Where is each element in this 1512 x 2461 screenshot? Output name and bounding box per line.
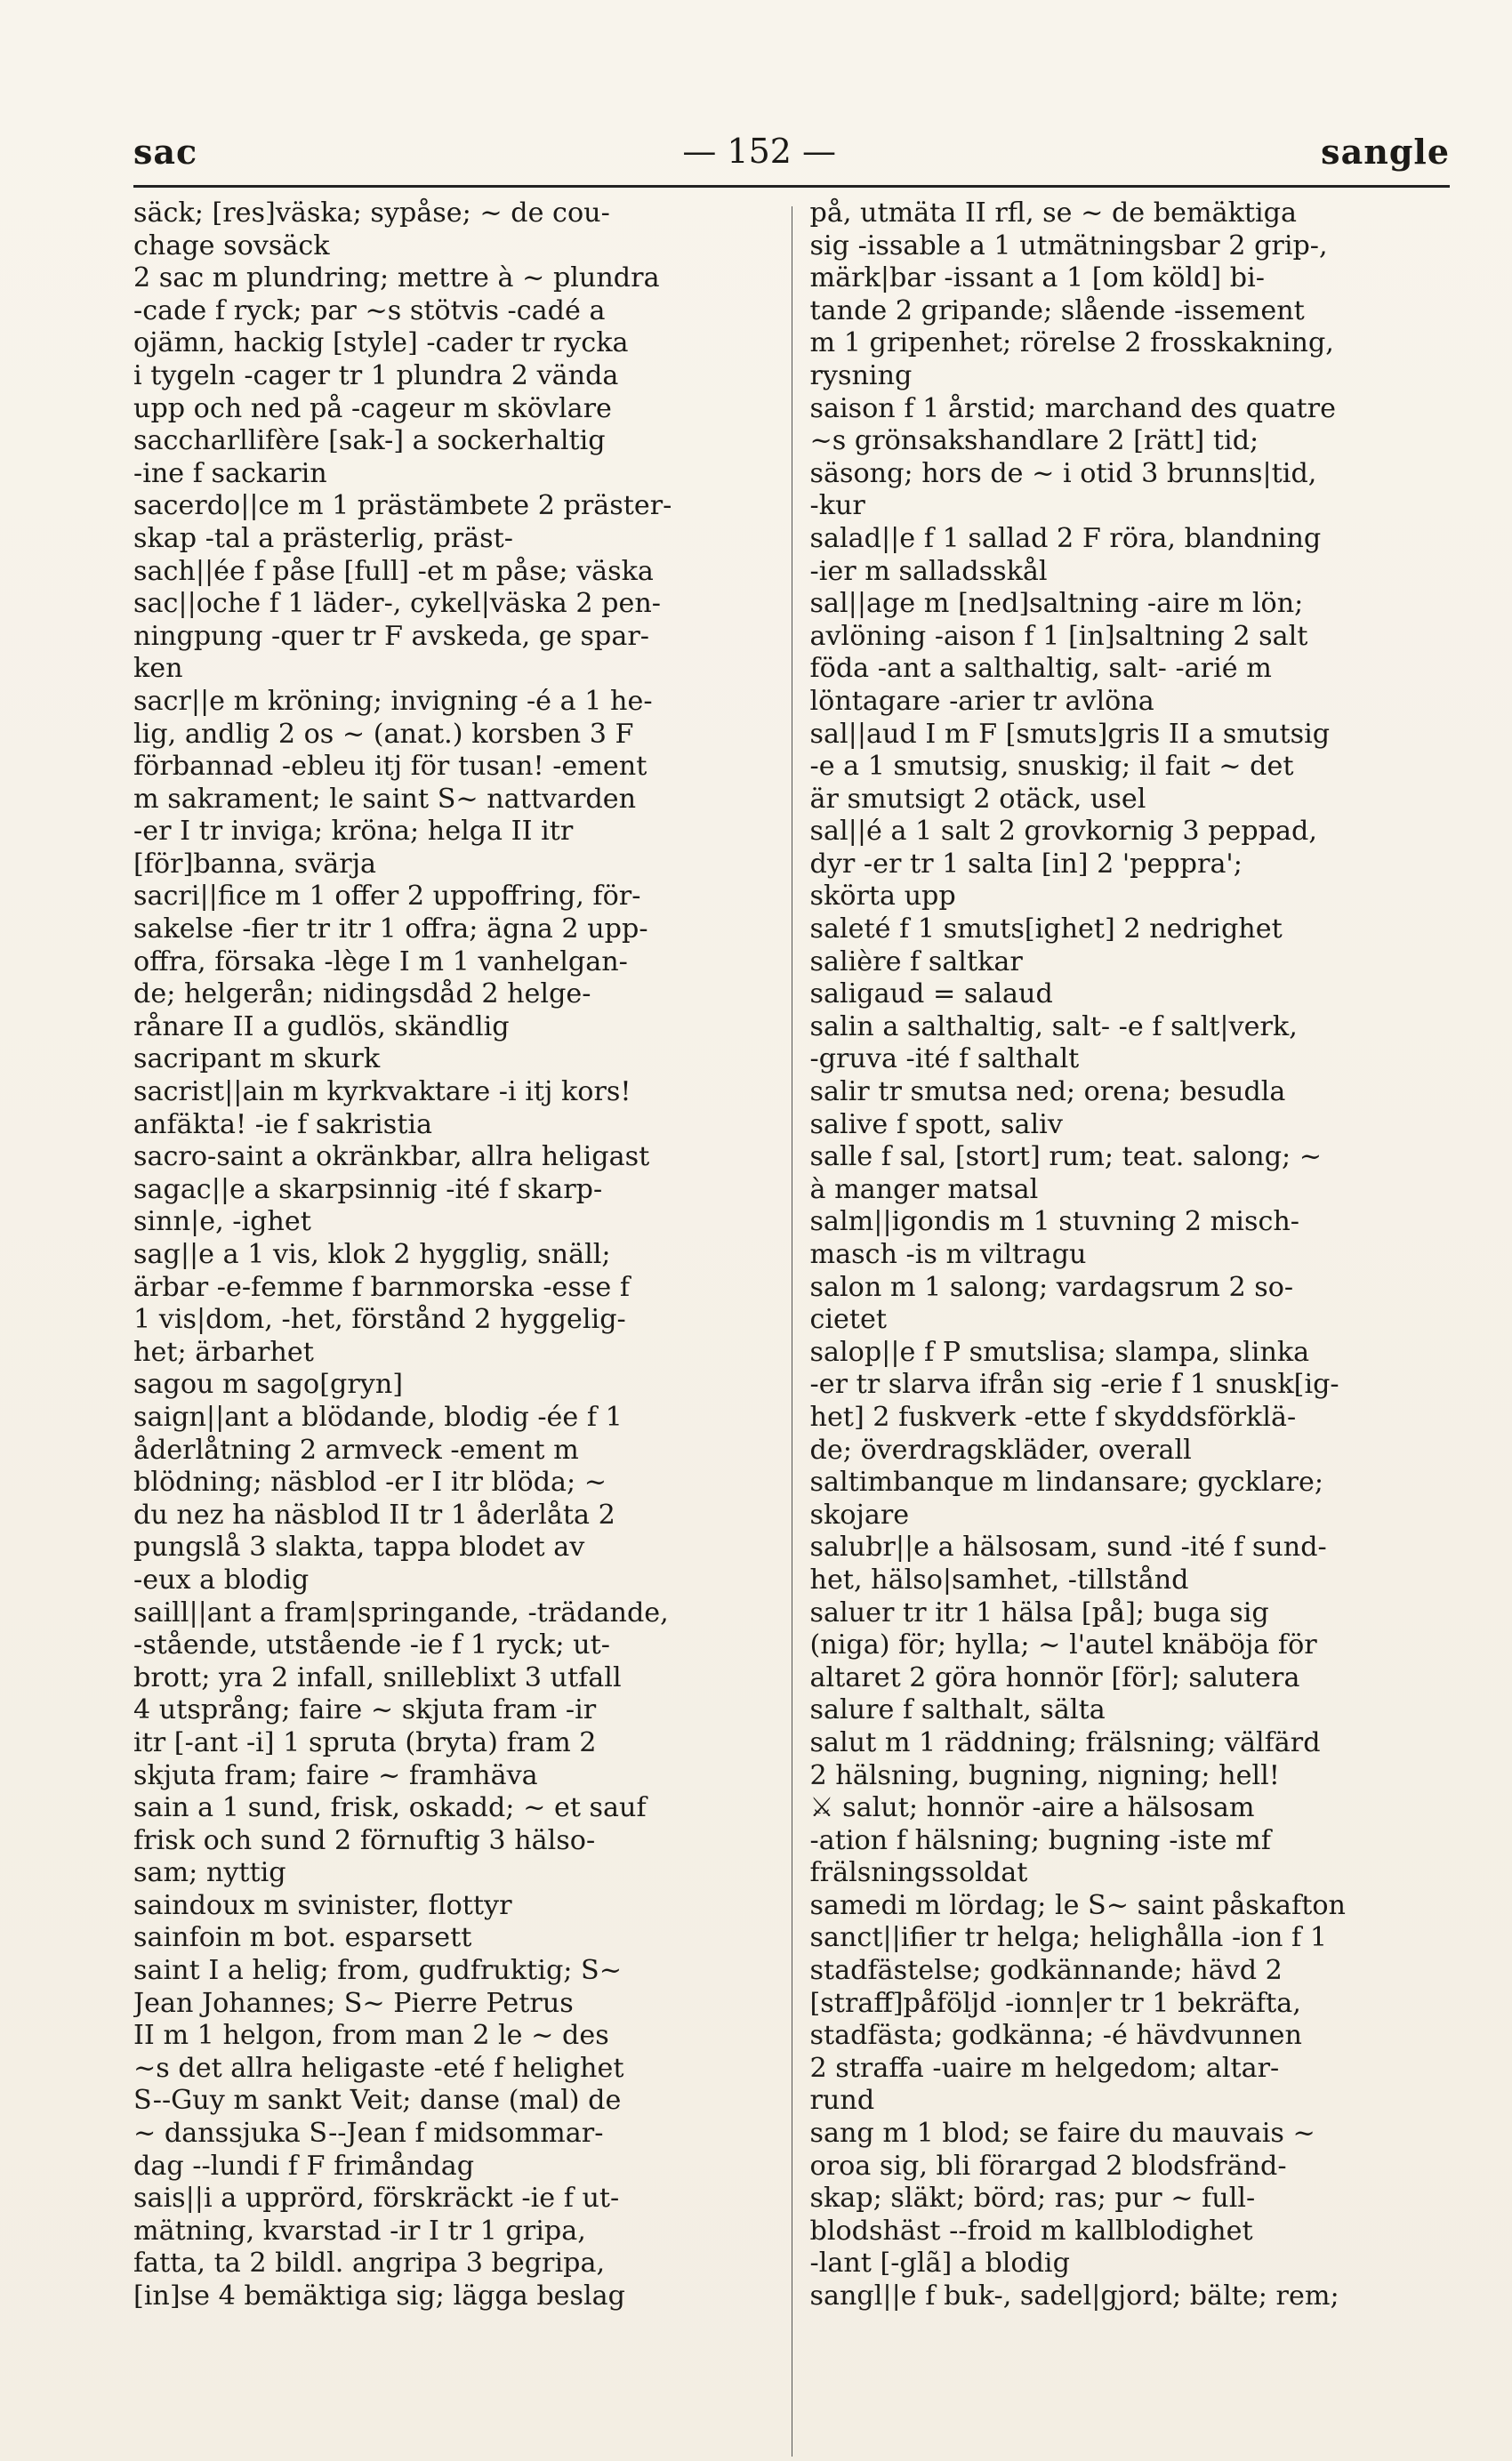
entry-line: sac||oche f 1 läder-, cykel|väska 2 pen- xyxy=(133,588,661,620)
entry-line: förbannad -ebleu itj för tusan! -ement xyxy=(133,751,647,783)
entry-line: upp och ned på -cageur m skövlare xyxy=(133,392,612,424)
entry-line: sacr||e m kröning; invigning -é a 1 he- xyxy=(133,685,653,717)
entry-line: -er tr slarva ifrån sig -erie f 1 snusk[ig- xyxy=(809,1369,1339,1401)
entry-line: sacri||fice m 1 offer 2 uppoffring, för- xyxy=(133,881,641,913)
entry-line: ken xyxy=(133,653,183,685)
entry-line: -ine f sackarin xyxy=(133,457,327,489)
entry-line: offra, försaka -lège I m 1 vanhelgan- xyxy=(133,945,628,977)
entry-line: saltimbanque m lindansare; gycklare; xyxy=(809,1467,1324,1499)
entry-line: saleté f 1 smuts[ighet] 2 nedrighet xyxy=(809,913,1283,945)
entry-line: salière f saltkar xyxy=(809,945,1023,977)
entry-line: salle f sal, [stort] rum; teat. salong; ~ xyxy=(809,1141,1323,1173)
entry-line: sagac||e a skarpsinnig -ité f skarp- xyxy=(133,1173,603,1205)
entry-line: m 1 gripenhet; rörelse 2 frosskakning, xyxy=(809,327,1334,359)
entry-line: sinn|e, -ighet xyxy=(133,1206,311,1238)
entry-line: salon m 1 salong; vardagsrum 2 so- xyxy=(809,1271,1294,1303)
entry-line: 1 vis|dom, -het, förstånd 2 hyggelig- xyxy=(133,1304,626,1336)
entry-line: chage sovsäck xyxy=(133,229,330,261)
entry-line: oroa sig, bli förargad 2 blodsfränd- xyxy=(809,2150,1287,2182)
entry-line: salure f salthalt, sälta xyxy=(809,1694,1106,1726)
entry-line: -gruva -ité f salthalt xyxy=(809,1043,1080,1075)
entry-line: fatta, ta 2 bildl. angripa 3 begripa, xyxy=(133,2248,606,2280)
entry-line: ärbar -e-femme f barnmorska -esse f xyxy=(133,1271,631,1303)
entry-line: sag||e a 1 vis, klok 2 hygglig, snäll; xyxy=(133,1239,611,1270)
entry-line: lig, andlig 2 os ~ (anat.) korsben 3 F xyxy=(133,718,634,750)
entry-line: 2 sac m plundring; mettre à ~ plundra xyxy=(133,262,660,294)
entry-line: saindoux m svinister, flottyr xyxy=(133,1889,512,1921)
entry-line: föda -ant a salthaltig, salt- -arié m xyxy=(809,653,1272,685)
entry-line: S--Guy m sankt Veit; danse (mal) de xyxy=(133,2085,622,2117)
entry-line: sal||aud I m F [smuts]gris II a smutsig xyxy=(809,718,1331,750)
entry-line: sainfoin m bot. esparsett xyxy=(133,1922,472,1954)
entry-line: blödning; näsblod -er I itr blöda; ~ xyxy=(133,1467,607,1499)
entry-line: sakelse -fier tr itr 1 offra; ägna 2 upp- xyxy=(133,913,648,945)
entry-line: salad||e f 1 sallad 2 F röra, blandning xyxy=(809,522,1322,554)
entry-line: -ier m salladsskål xyxy=(809,555,1048,587)
entry-line: sal||age m [ned]saltning -aire m lön; xyxy=(809,588,1304,620)
entry-line: sal||é a 1 salt 2 grovkornig 3 peppad, xyxy=(809,816,1317,848)
entry-line: salut m 1 räddning; frälsning; välfärd xyxy=(809,1726,1321,1758)
header-left-guideword: sac xyxy=(133,131,198,172)
entry-line: frisk och sund 2 förnuftig 3 hälso- xyxy=(133,1824,596,1856)
entry-line: tande 2 gripande; slående -issement xyxy=(809,294,1305,326)
entry-line: brott; yra 2 infall, snilleblixt 3 utfall xyxy=(133,1661,622,1693)
entry-line: à manger matsal xyxy=(809,1173,1039,1205)
entry-line: löntagare -arier tr avlöna xyxy=(809,685,1154,717)
entry-line: de; helgerån; nidingsdåd 2 helge- xyxy=(133,978,591,1010)
entry-line: het, hälso|samhet, -tillstånd xyxy=(809,1564,1189,1596)
header-right-guideword: sangle xyxy=(1321,131,1450,172)
entry-line: blodshäst --froid m kallblodighet xyxy=(809,2215,1253,2247)
entry-line: saccharllifère [sak-] a sockerhaltig xyxy=(133,425,606,457)
entry-line: de; överdragskläder, overall xyxy=(809,1434,1192,1466)
entry-line: sam; nyttig xyxy=(133,1857,286,1889)
entry-line: skap -tal a prästerlig, präst- xyxy=(133,522,513,554)
right-column xyxy=(801,197,1451,2457)
entry-line: -e a 1 smutsig, snuskig; il fait ~ det xyxy=(809,751,1294,783)
entry-line: sacrist||ain m kyrkvaktare -i itj kors! xyxy=(133,1076,631,1108)
entry-line: sangl||e f buk-, sadel|gjord; bälte; rem; xyxy=(809,2280,1339,2312)
entry-line: -kur xyxy=(809,490,865,522)
entry-line: stadfästelse; godkännande; hävd 2 xyxy=(809,1955,1283,1987)
entry-line: sacripant m skurk xyxy=(133,1043,381,1075)
entry-line: altaret 2 göra honnör [för]; salutera xyxy=(809,1661,1300,1693)
entry-line: 2 straffa -uaire m helgedom; altar- xyxy=(809,2052,1280,2084)
entry-line: -ation f hälsning; bugning -iste mf xyxy=(809,1824,1271,1856)
entry-line: cietet xyxy=(809,1304,888,1336)
entry-line: II m 1 helgon, from man 2 le ~ des xyxy=(133,2020,609,2052)
entry-line: sacro-saint a okränkbar, allra heligast xyxy=(133,1141,650,1173)
entry-line: märk|bar -issant a 1 [om köld] bi- xyxy=(809,262,1265,294)
entry-line: -stående, utstående -ie f 1 ryck; ut- xyxy=(133,1629,610,1661)
entry-line: frälsningssoldat xyxy=(809,1857,1028,1889)
entry-line: ~ danssjuka S--Jean f midsommar- xyxy=(133,2118,604,2150)
entry-line: stadfästa; godkänna; -é hävdvunnen xyxy=(809,2020,1302,2052)
entry-line: [straff]påföljd -ionn|er tr 1 bekräfta, xyxy=(809,1987,1301,2019)
entry-line: rånare II a gudlös, skändlig xyxy=(133,1010,510,1042)
entry-line: avlöning -aison f 1 [in]saltning 2 salt xyxy=(809,620,1308,652)
entry-line: -lant [-glã] a blodig xyxy=(809,2248,1070,2280)
left-column xyxy=(133,197,783,2457)
entry-line: skojare xyxy=(809,1499,910,1531)
entry-line: ⚔ salut; honnör -aire a hälsosam xyxy=(809,1792,1255,1824)
entry-line: sanct||ifier tr helga; helighålla -ion f 1 xyxy=(809,1922,1328,1954)
entry-line: åderlåtning 2 armveck -ement m xyxy=(133,1434,579,1466)
entry-line: Jean Johannes; S~ Pierre Petrus xyxy=(133,1987,574,2019)
entry-line: rysning xyxy=(809,359,913,391)
header-rule xyxy=(133,185,1450,188)
entry-line: säsong; hors de ~ i otid 3 brunns|tid, xyxy=(809,457,1317,489)
entry-line: masch -is m viltragu xyxy=(809,1239,1087,1270)
entry-line: ningpung -quer tr F avskeda, ge spar- xyxy=(133,620,649,652)
entry-line: salive f spott, saliv xyxy=(809,1108,1063,1140)
entry-line: het; ärbarhet xyxy=(133,1336,314,1368)
entry-line: anfäkta! -ie f sakristia xyxy=(133,1108,432,1140)
entry-line: sain a 1 sund, frisk, oskadd; ~ et sauf xyxy=(133,1792,647,1824)
entry-line: saill||ant a fram|springande, -trädande, xyxy=(133,1596,669,1629)
entry-line: salop||e f P smutslisa; slampa, slinka xyxy=(809,1336,1310,1368)
entry-line: sang m 1 blod; se faire du mauvais ~ xyxy=(809,2118,1315,2150)
entry-line: sach||ée f påse [full] -et m påse; väska xyxy=(133,555,654,587)
entry-line: rund xyxy=(809,2085,875,2117)
entry-line: [in]se 4 bemäktiga sig; lägga beslag xyxy=(133,2280,626,2312)
entry-line: skap; släkt; börd; ras; pur ~ full- xyxy=(809,2183,1256,2215)
entry-line: saint I a helig; from, gudfruktig; S~ xyxy=(133,1955,623,1987)
entry-line: dag --lundi f F frimåndag xyxy=(133,2150,475,2182)
entry-line: saligaud = salaud xyxy=(809,978,1053,1010)
entry-line: skörta upp xyxy=(809,881,956,913)
entry-line: itr [-ant -i] 1 spruta (bryta) fram 2 xyxy=(133,1726,597,1758)
entry-line: dyr -er tr 1 salta [in] 2 'peppra'; xyxy=(809,848,1243,880)
entry-line: på, utmäta II rfl, se ~ de bemäktiga xyxy=(809,197,1297,229)
entry-line: mätning, kvarstad -ir I tr 1 gripa, xyxy=(133,2215,586,2247)
entry-line: 4 utsprång; faire ~ skjuta fram -ir xyxy=(133,1694,597,1726)
entry-line: -cade f ryck; par ~s stötvis -cadé a xyxy=(133,294,606,326)
entry-line: salir tr smutsa ned; orena; besudla xyxy=(809,1076,1286,1108)
page-header xyxy=(133,125,1450,178)
entry-line: saluer tr itr 1 hälsa [på]; buga sig xyxy=(809,1596,1269,1629)
entry-line: m sakrament; le saint S~ nattvarden xyxy=(133,783,637,815)
entry-line: het] 2 fuskverk -ette f skyddsförklä- xyxy=(809,1401,1297,1433)
columns xyxy=(133,197,1450,2457)
entry-line: samedi m lördag; le S~ saint påskafton xyxy=(809,1889,1346,1921)
entry-line: [för]banna, svärja xyxy=(133,848,377,880)
entry-line: ~s det allra heligaste -eté f helighet xyxy=(133,2052,624,2084)
entry-line: salubr||e a hälsosam, sund -ité f sund- xyxy=(809,1532,1327,1564)
entry-line: i tygeln -cager tr 1 plundra 2 vända xyxy=(133,359,619,391)
page-number: — 152 — xyxy=(682,132,837,171)
entry-line: sais||i a upprörd, förskräckt -ie f ut- xyxy=(133,2183,620,2215)
entry-line: salin a salthaltig, salt- -e f salt|verk, xyxy=(809,1010,1298,1042)
entry-line: du nez ha näsblod II tr 1 åderlåta 2 xyxy=(133,1499,615,1531)
entry-line: är smutsigt 2 otäck, usel xyxy=(809,783,1146,815)
entry-line: ojämn, hackig [style] -cader tr rycka xyxy=(133,327,629,359)
entry-line: (niga) för; hylla; ~ l'autel knäböja för xyxy=(809,1629,1317,1661)
entry-line: saison f 1 årstid; marchand des quatre xyxy=(809,392,1336,424)
entry-line: sagou m sago[gryn] xyxy=(133,1369,404,1401)
entry-line: 2 hälsning, bugning, nigning; hell! xyxy=(809,1759,1280,1791)
entry-line: pungslå 3 slakta, tappa blodet av xyxy=(133,1532,585,1564)
entry-line: -er I tr inviga; kröna; helga II itr xyxy=(133,816,574,848)
entry-line: ~s grönsakshandlare 2 [rätt] tid; xyxy=(809,425,1259,457)
entry-line: säck; [res]väska; sypåse; ~ de cou- xyxy=(133,197,610,229)
entry-line: salm||igondis m 1 stuvning 2 misch- xyxy=(809,1206,1299,1238)
entry-line: -eux a blodig xyxy=(133,1564,310,1596)
entry-line: sacerdo||ce m 1 prästämbete 2 präster- xyxy=(133,490,672,522)
entry-line: skjuta fram; faire ~ framhäva xyxy=(133,1759,538,1791)
entry-line: saign||ant a blödande, blodig -ée f 1 xyxy=(133,1401,623,1433)
entry-line: sig -issable a 1 utmätningsbar 2 grip-, xyxy=(809,229,1328,261)
